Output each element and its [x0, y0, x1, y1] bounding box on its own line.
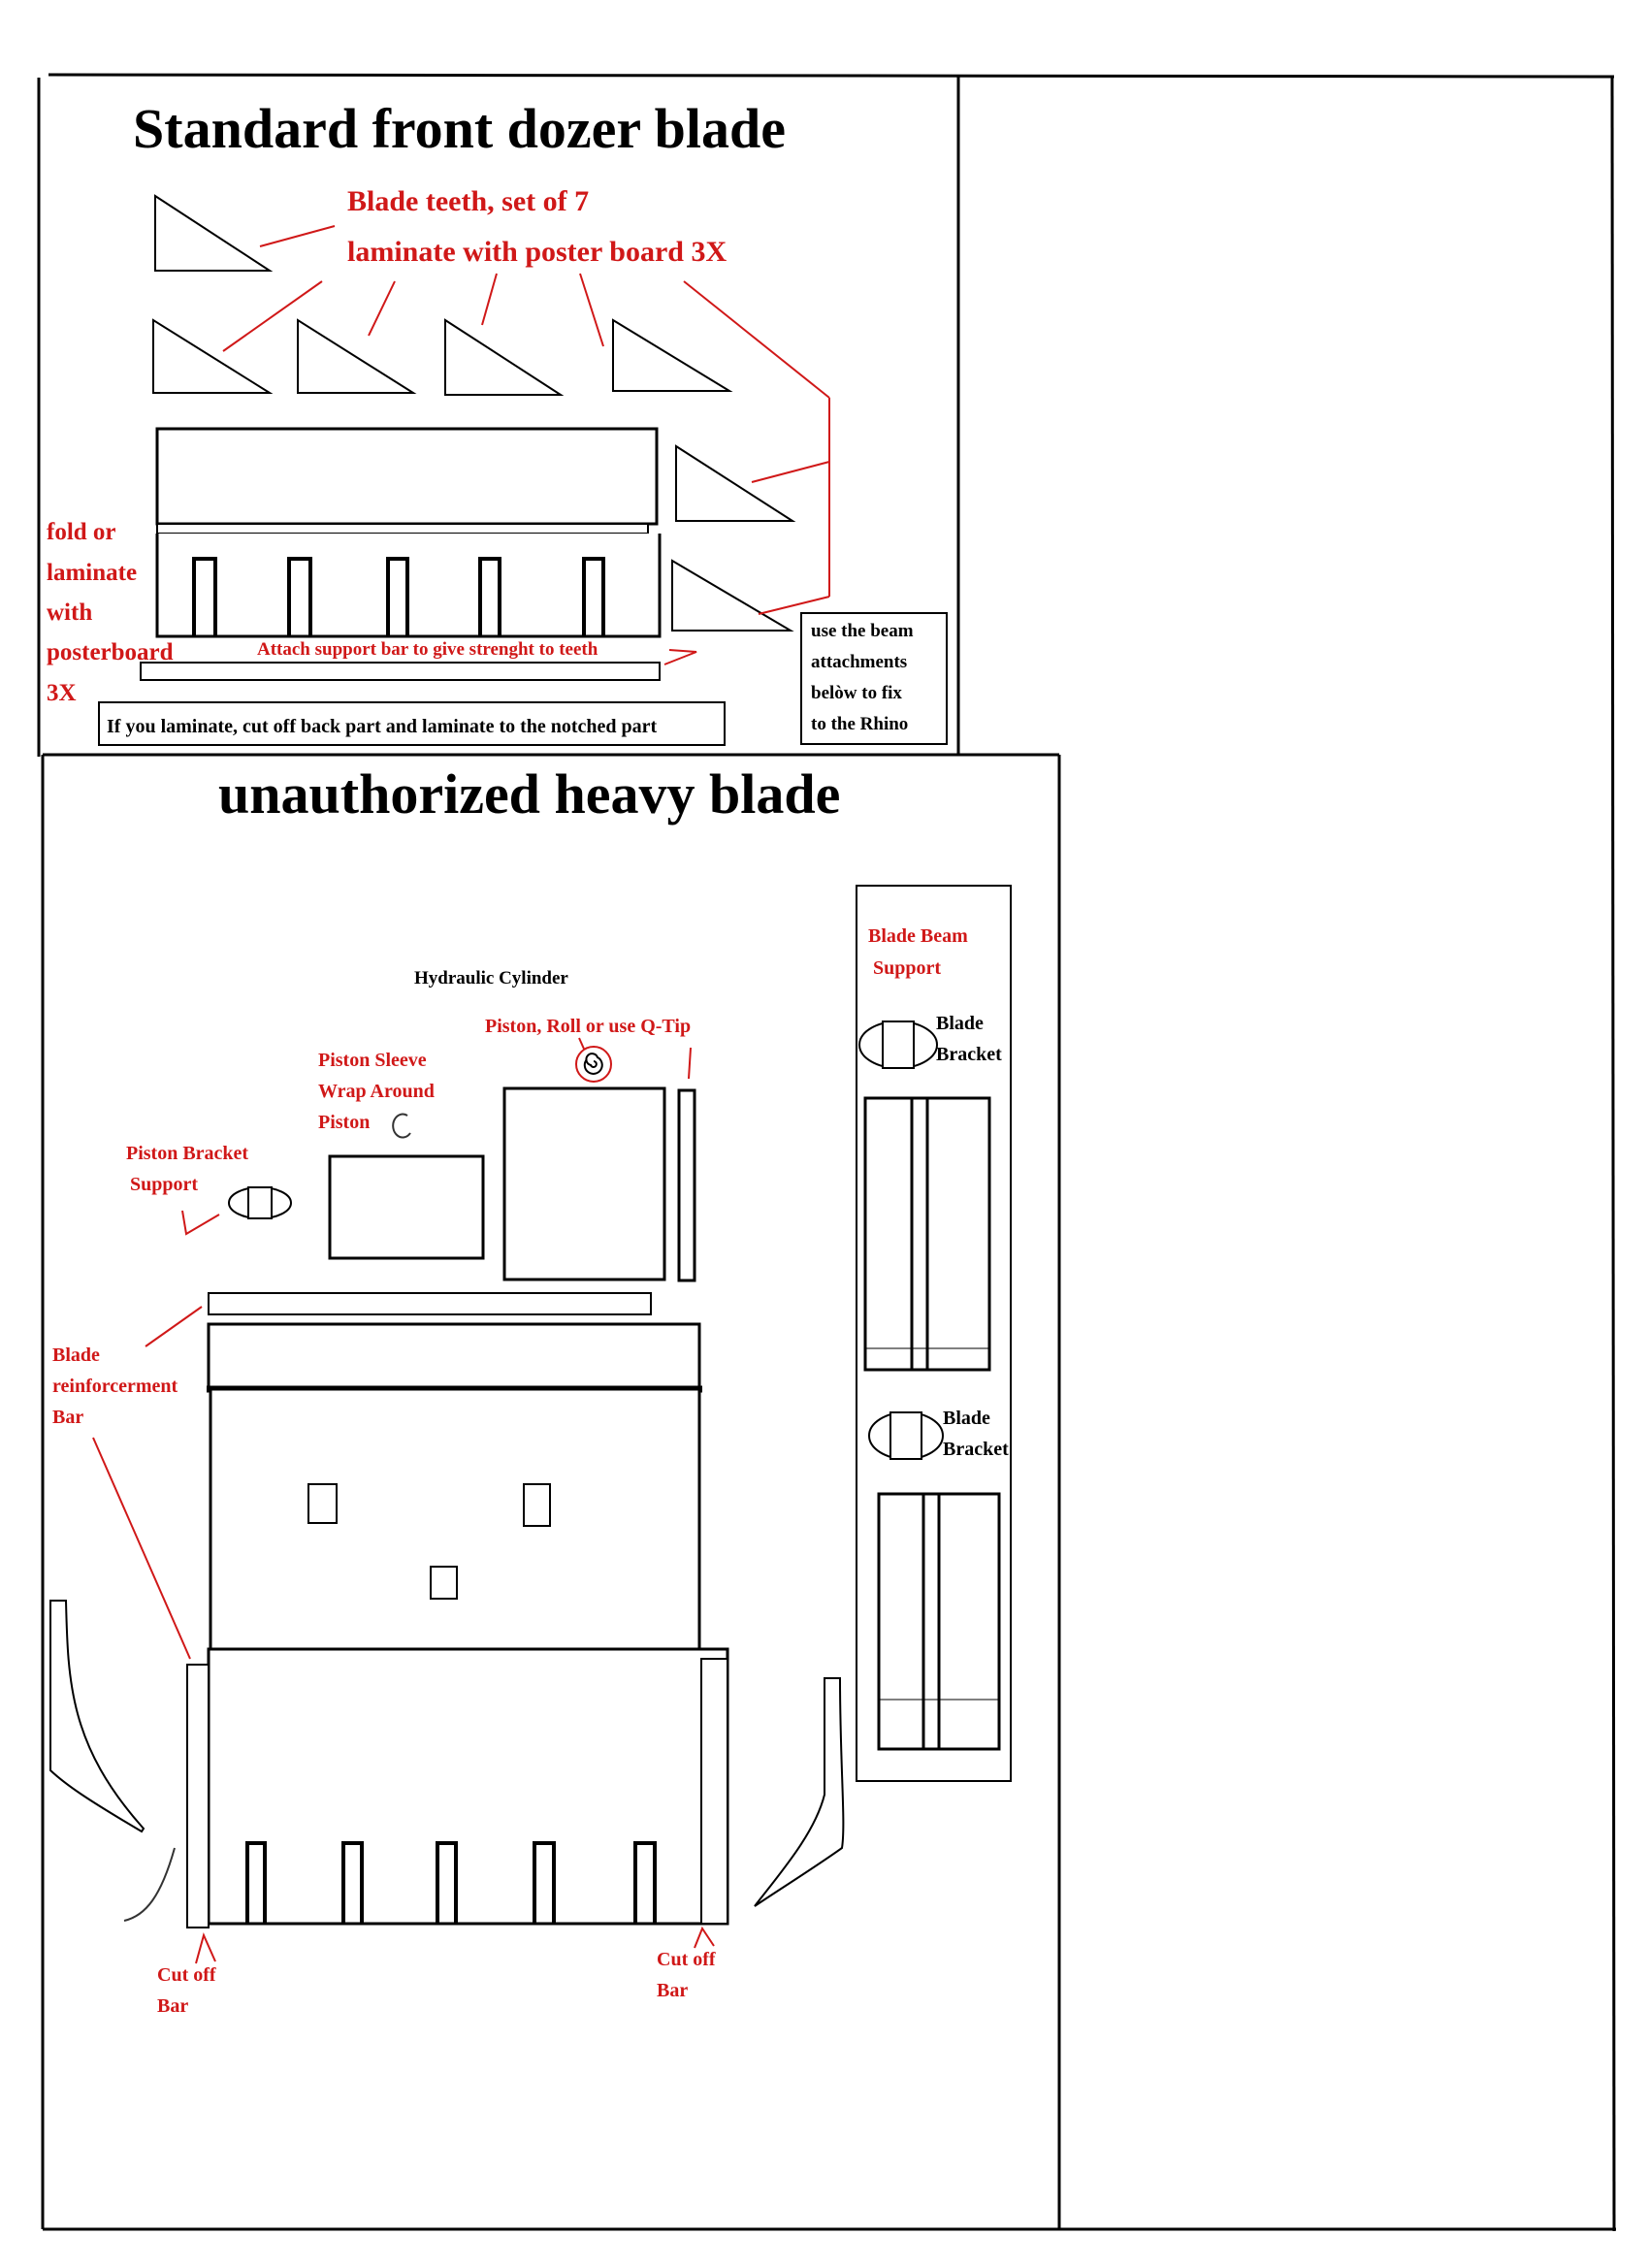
heavy-blade-panel	[210, 1389, 699, 1649]
blade-slot	[524, 1484, 550, 1526]
cut-off-label-left	[157, 1964, 216, 2017]
laminate-note-text: If you laminate, cut off back part and laminate to the notched part	[107, 716, 658, 737]
beam-note-line: to the Rhino	[811, 714, 909, 734]
piston-sleeve-sheet	[330, 1156, 483, 1258]
beam-panel-upper	[865, 1098, 989, 1370]
bracket2-label: Blade	[943, 1408, 990, 1429]
blade-tooth	[445, 320, 561, 395]
heavy-blade-notched-panel	[209, 1649, 728, 1924]
piston-bracket-line: Piston Bracket	[126, 1143, 249, 1164]
blade-side-plate-right	[755, 1678, 843, 1906]
fold-note-line: fold or	[47, 519, 116, 545]
cut-off-label-right	[657, 1949, 716, 2001]
fold-note-line: posterboard	[47, 639, 174, 665]
blade-tooth	[613, 320, 729, 391]
bracket1-label: Bracket	[936, 1044, 1002, 1065]
teeth-label-line1: Blade teeth, set of 7	[347, 185, 590, 217]
fold-note-line: 3X	[47, 680, 77, 706]
reinforcement-line: Bar	[52, 1407, 84, 1428]
hydraulic-cylinder-label: Hydraulic Cylinder	[414, 968, 568, 988]
teeth-label-line2: laminate with poster board 3X	[347, 236, 728, 268]
support-bar-pointer	[664, 650, 696, 664]
beam-support-line: Support	[873, 957, 942, 979]
piston-bracket-pointer	[182, 1211, 219, 1234]
blade-tooth	[672, 561, 791, 631]
support-bar	[141, 663, 660, 680]
cut-off-bar-right	[701, 1659, 728, 1924]
sleeve-curl-icon	[393, 1115, 410, 1138]
piston-label: Piston, Roll or use Q-Tip	[485, 1016, 692, 1037]
beam-note-line: attachments	[811, 652, 908, 672]
reinforcement-line: Blade	[52, 1345, 100, 1366]
standard-blade-title: Standard front dozer blade	[133, 97, 786, 160]
bracket1-label: Blade	[936, 1013, 984, 1034]
fold-note-line: laminate	[47, 560, 138, 586]
blade-bracket-2	[869, 1412, 943, 1459]
blade-slot	[308, 1484, 337, 1523]
beam-support-line: Blade Beam	[868, 925, 968, 947]
cut-off-left-pointer	[196, 1935, 215, 1963]
blade-tooth	[155, 196, 270, 271]
cut-off-bar-left	[187, 1665, 209, 1928]
piston-sleeve-line: Wrap Around	[318, 1081, 435, 1102]
piston-strip	[679, 1090, 695, 1280]
cut-off-right-line: Bar	[657, 1980, 689, 2001]
reinforcement-line: reinforcerment	[52, 1376, 178, 1397]
standard-blade-plate	[157, 429, 660, 636]
cut-off-right-line: Cut off	[657, 1949, 716, 1970]
blade-tooth	[676, 446, 792, 521]
hydraulic-cylinder-sheet	[504, 1088, 664, 1280]
piston-sleeve-line: Piston	[318, 1112, 371, 1133]
blade-reinforcement-bar	[209, 1293, 651, 1314]
cut-off-right-pointer	[695, 1928, 714, 1948]
blade-fold-strip	[157, 524, 648, 534]
cut-off-left-line: Cut off	[157, 1964, 216, 1986]
piston-bracket-support	[229, 1187, 291, 1218]
piston-bracket-label	[126, 1143, 248, 1195]
fold-note-line: with	[47, 599, 93, 626]
blade-tooth	[298, 320, 413, 393]
reinforcement-label	[52, 1345, 178, 1428]
beam-panel-lower	[879, 1494, 999, 1749]
piston-bracket-line: Support	[130, 1174, 199, 1195]
heavy-blade-plate	[187, 1324, 728, 1928]
heavy-blade-title: unauthorized heavy blade	[218, 762, 841, 826]
beam-note-line: use the beam	[811, 621, 914, 641]
blade-side-curve-left	[124, 1848, 175, 1921]
blade-slot	[431, 1567, 457, 1599]
blade-side-plate-left	[50, 1601, 144, 1831]
bracket2-label: Bracket	[943, 1439, 1009, 1460]
piston-roll-icon	[576, 1047, 611, 1082]
cut-off-left-line: Bar	[157, 1995, 189, 2017]
heavy-blade-top-strip	[209, 1324, 699, 1388]
blade-bracket-1	[859, 1021, 937, 1068]
blade-back-panel	[157, 429, 657, 524]
piston-sleeve-line: Piston Sleeve	[318, 1050, 427, 1071]
beam-note-line: belòw to fix	[811, 683, 902, 703]
piston-sleeve-label	[318, 1050, 435, 1133]
support-bar-label: Attach support bar to give strenght to teeth	[257, 639, 598, 660]
